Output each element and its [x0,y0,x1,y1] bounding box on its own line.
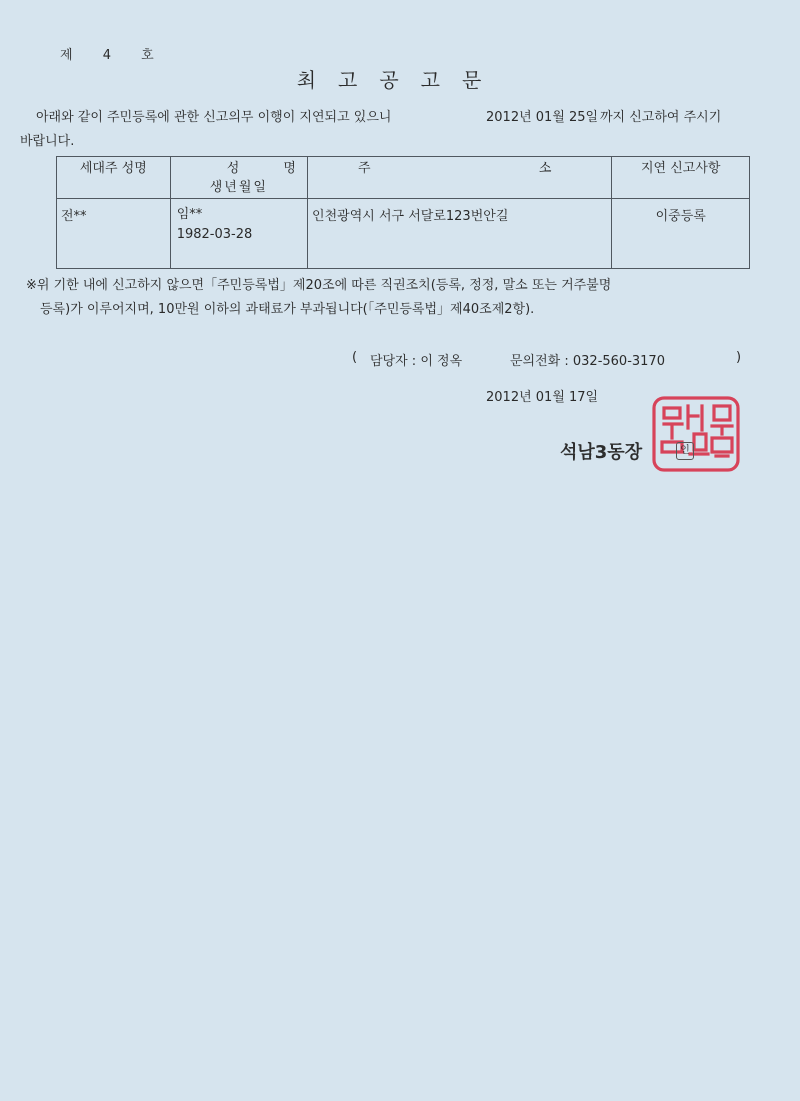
doc-number: 제 4 호 [60,48,154,63]
header-address-right: 소 [538,161,552,176]
page-title: 최고공고문 [296,68,504,92]
header-name-birth [170,157,307,199]
intro-line2: 바랍니다. [20,134,75,149]
contact-open-paren: ( [352,350,358,365]
cell-birth: 1982-03-28 [176,227,253,242]
header-status: 지연 신고사항 [612,157,750,199]
notice-table [56,156,750,269]
header-name: 성 명 [226,161,296,176]
contact-person: 담당자 : 이 정옥 [370,354,463,369]
cell-status: 이중등록 [612,199,750,269]
intro-line1-tail: 까지 신고하여 주시기 [600,110,722,125]
header-householder: 세대주 성명 [57,157,171,199]
cell-name-birth [170,199,307,269]
notice-line1: ※위 기한 내에 신고하지 않으면「주민등록법」제20조에 따른 직권조치(등록, 정정, 말소 또는 거주불명 [26,278,612,293]
intro-line1: 아래와 같이 주민등록에 관한 신고의무 이행이 지연되고 있으니 [36,110,392,125]
header-address [308,157,612,199]
header-address-left: 주 [358,161,371,176]
issue-date: 2012년 01월 17일 [486,390,599,405]
cell-name: 임** [176,207,203,222]
official-seal-stamp-icon [650,394,742,474]
notice-line2: 등록)가 이루어지며, 10만원 이하의 과태료가 부과됩니다(「주민등록법」제40조제2항). [40,302,535,317]
cell-address: 인천광역시 서구 서달로123번안길 [308,199,612,269]
intro-deadline: 2012년 01월 25일 [486,110,599,125]
signer-title: 석남3동장 [560,442,643,463]
cell-householder: 전** [57,199,171,269]
contact-phone: 문의전화 : 032-560-3170 [510,354,665,369]
header-birth: 생년월일 [209,180,268,195]
seal-mark: 인 [676,442,694,460]
table-row [57,199,750,269]
table-header-row [57,157,750,199]
contact-close-paren: ) [736,350,742,365]
